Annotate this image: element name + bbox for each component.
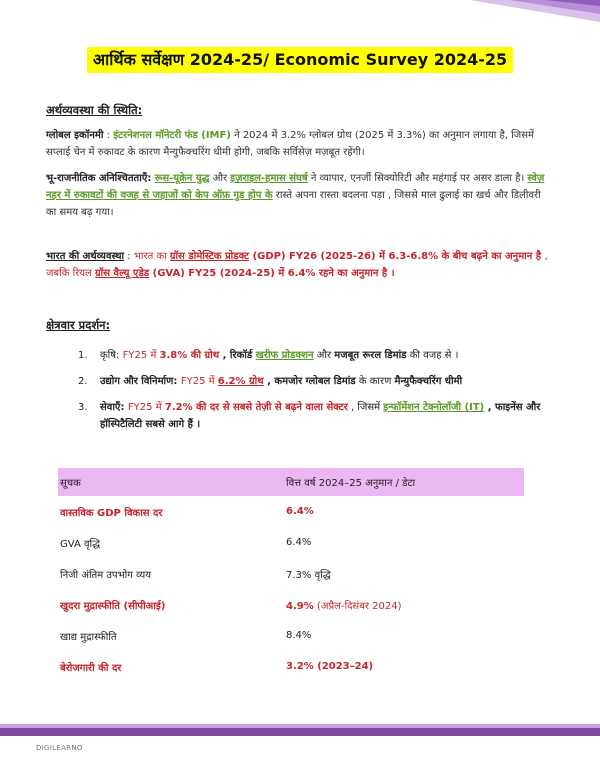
india-economy-paragraph: [46, 248, 552, 282]
corner-decoration: [450, 0, 600, 40]
value-text: 6.4%: [286, 537, 312, 548]
global-economy-sep: :: [103, 130, 114, 141]
footer-brand: DIGILEARNO: [36, 744, 83, 752]
table-cell-value: [280, 651, 524, 682]
table-cell-key: खाद्य मुद्रास्फीति: [60, 631, 117, 643]
title-container: [0, 47, 600, 73]
israel-hamas-highlight: इज़राइल-हमास संघर्ष: [230, 173, 308, 184]
sector-text: FY25 में: [180, 376, 218, 387]
sector-number: 1.: [78, 350, 88, 361]
sector-text: मजबूत रूरल डिमांड: [334, 350, 407, 361]
sector-label: कृषि:: [100, 350, 123, 361]
russia-ukraine-highlight: रूस-यूक्रेन युद्ध: [154, 173, 210, 184]
sector-text: और: [313, 350, 335, 361]
global-economy-paragraph: [46, 127, 552, 161]
india-text-3: , जबकि रियल: [46, 251, 548, 279]
table-header-cell: वित्त वर्ष 2024–25 अनुमान / डेटा: [280, 468, 524, 496]
sector-highlight: इन्फॉर्मेशन टेक्नोलॉजी (IT): [383, 402, 485, 413]
sector-growth: 3.8% की ग्रोथ: [159, 350, 220, 361]
table-header-cell: सूचक: [58, 468, 280, 496]
table-cell-key: वास्तविक GDP विकास दर: [60, 507, 163, 519]
gva-highlight: ग्रॉस वैल्यू एडेड: [95, 268, 150, 279]
sector-label: सेवाएँ:: [100, 402, 128, 413]
value-text: 3.2% (2023–24): [286, 661, 374, 672]
table-cell-value: [280, 496, 524, 527]
table-row: [58, 496, 524, 527]
sector-text: फाइनेंस और हॉस्पिटैलिटी सबसे आगे हैं: [100, 402, 541, 430]
value-extra: (अप्रैल-दिसंबर 2024): [313, 600, 402, 612]
sector-text: ,: [484, 402, 495, 413]
table-cell-value: [280, 589, 524, 620]
india-text-2: (GDP) FY26 (2025-26) में 6.3-6.8% के बीच बढ़ने का अनुमान है: [249, 251, 545, 262]
gdp-highlight: ग्रॉस डोमेस्टिक प्रोडक्ट: [169, 251, 250, 262]
india-text-4: (GVA) FY25 (2024-25) में 6.4% रहने का अनुमान है ।: [149, 268, 395, 279]
imf-highlight: इंटरनेशनल मॉनेटरी फंड (IMF): [113, 130, 231, 141]
suez-highlight: स्वेज़ नहर में रुकावटों की वजह से जहाजों को केप ऑफ़ गुड होप के: [46, 173, 545, 201]
sector-text: FY25 में: [127, 402, 165, 413]
sector-item-services: [78, 399, 555, 433]
value-text: 6.4%: [286, 506, 314, 517]
footer-bar: [0, 728, 600, 736]
table-cell-key: GVA वृद्धि: [60, 538, 101, 550]
geopolitics-label: भू-राजनीतिक अनिश्चितताएँ:: [46, 173, 152, 184]
indicators-table: [58, 468, 524, 682]
value-text: 8.4%: [286, 630, 312, 641]
sector-text: मैन्युफैक्चरिंग धीमी: [394, 376, 463, 387]
global-economy-text: ने 2024 में 3.2% ग्लोबल ग्रोथ (2025 में 3.3%) का अनुमान लगाया है, जिसमें सप्लाई चेन में रुकावट के कारण मैन्युफैक्चरिंग धीमी होगी, जबकि सर्विसेज़ मज़बूत रहेंगी।: [46, 130, 534, 158]
page-title: आर्थिक सर्वेक्षण 2024-25/ Economic Survey 2024-25: [87, 47, 513, 73]
sector-highlight: खरीफ प्रोडक्शन: [255, 350, 314, 361]
sector-text: FY25 में: [122, 350, 160, 361]
sector-text: के कारण: [355, 376, 395, 387]
table-cell-key: खुदरा मुद्रास्फीति (सीपीआई): [60, 600, 166, 612]
sector-text: की वजह से ।: [406, 350, 459, 361]
geo-text-1: ने व्यापार, एनर्जी सिक्योरिटी और महंगाई पर असर डाला है।: [307, 173, 528, 184]
sector-label: उद्योग और विनिर्माण:: [100, 376, 181, 387]
sector-text: ,: [263, 376, 275, 387]
geopolitics-paragraph: [46, 170, 552, 221]
table-row: [58, 620, 524, 651]
india-text-1: भारत का: [133, 251, 170, 262]
economy-heading: अर्थव्यवस्था की स्थिति:: [46, 103, 143, 117]
geo-and: और: [209, 173, 231, 184]
table-cell-value: [280, 527, 524, 558]
global-economy-label: ग्लोबल इकॉनमी: [46, 130, 104, 141]
sector-growth: 7.2% की दर से सबसे तेज़ी से बढ़ने वाला सेक्टर: [164, 402, 348, 413]
table-cell-value: [280, 620, 524, 651]
table-row: [58, 589, 524, 620]
india-economy-label: भारत की अर्थव्यवस्था: [46, 251, 125, 262]
sector-growth: 6.2% ग्रोथ: [217, 376, 264, 387]
table-cell-key: बेरोजगारी की दर: [60, 662, 122, 674]
table-row: [58, 527, 524, 558]
value-text: 7.3% वृद्धि: [286, 569, 331, 581]
sector-number: 3.: [78, 402, 88, 413]
table-header-row: [58, 468, 524, 496]
sector-text: , जिसमें: [347, 402, 384, 413]
sector-text: ।: [192, 419, 201, 430]
sector-number: 2.: [78, 376, 88, 387]
table-cell-value: [280, 558, 524, 589]
sector-item-agriculture: [78, 347, 555, 364]
table-cell-key: निजी अंतिम उपभोग व्यय: [60, 569, 152, 581]
value-text: 4.9%: [286, 600, 314, 612]
sector-text: कमजोर ग्लोबल डिमांड: [274, 376, 356, 387]
sectors-heading: क्षेत्रवार प्रदर्शन:: [46, 318, 111, 332]
table-row: [58, 558, 524, 589]
geo-text-2: रास्ते अपना रास्ता बदलना पड़ा , जिससे माल ढुलाई का खर्च और डिलीवरी का समय बढ़ गया।: [46, 190, 541, 218]
india-sep: :: [124, 251, 134, 262]
sector-item-industry: [78, 373, 555, 390]
sectors-list: [78, 347, 555, 442]
table-row: [58, 651, 524, 682]
sector-text: , रिकॉर्ड: [219, 350, 256, 361]
